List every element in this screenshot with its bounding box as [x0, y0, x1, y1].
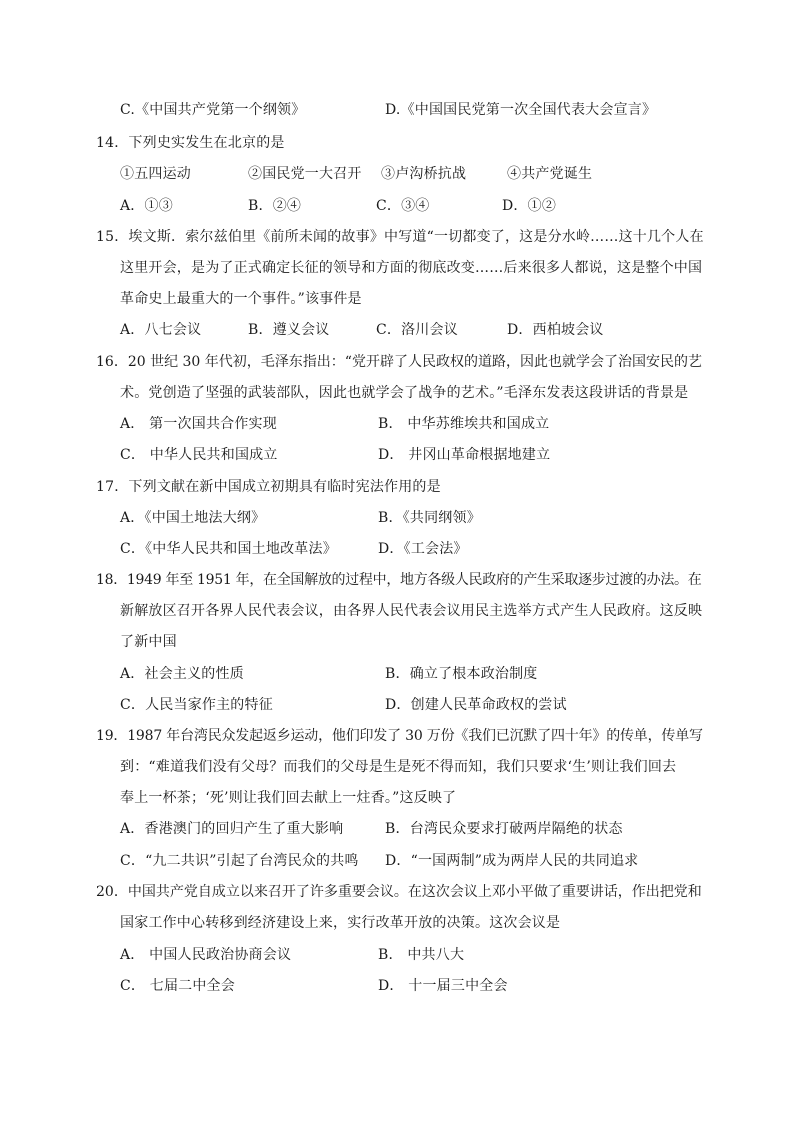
q15-option-a: A．八七会议	[120, 322, 202, 338]
q15-stem-line-1: 15．埃文斯．索尔兹伯里《前所未闻的故事》中写道“一切都变了，这是分水岭……这十几个人在	[96, 229, 704, 245]
q18-option-a: A．社会主义的性质	[120, 666, 244, 682]
q16-stem-line-2: 术。党创造了坚强的武装部队，因此也就学会了战争的艺术。”毛泽东发表这段讲话的背景是	[120, 385, 689, 401]
q20-stem-line-2: 国家工作中心转移到经济建设上来，实行改革开放的决策。这次会议是	[120, 915, 561, 931]
q15-option-b: B．遵义会议	[248, 322, 330, 338]
q18-option-d: D．创建人民革命政权的尝试	[385, 697, 567, 713]
q19-stem-line-3: 奉上一杯茶；‘死’则让我们回去献上一炷香。”这反映了	[120, 790, 457, 806]
q14-item-1: ①五四运动	[120, 166, 191, 182]
q14-item-3: ③卢沟桥抗战	[381, 166, 467, 182]
q13-option-d: D.《中国国民党第一次全国代表大会宣言》	[385, 102, 657, 118]
q14-stem: 14．下列史实发生在北京的是	[96, 135, 285, 151]
q14-option-d: D．①②	[502, 198, 557, 214]
q18-option-b: B．确立了根本政治制度	[385, 666, 538, 682]
q15-option-d: D．西柏坡会议	[507, 322, 604, 338]
q19-option-c: C．“九二共识”引起了台湾民众的共鸣	[120, 853, 359, 869]
q15-option-c: C．洛川会议	[376, 322, 458, 338]
q20-option-d: D． 十一届三中全会	[378, 978, 508, 994]
q14-item-2: ②国民党一大召开	[248, 166, 362, 182]
q17-option-d: D．《工会法》	[378, 541, 468, 557]
q14-option-c: C．③④	[376, 198, 430, 214]
q16-option-d: D． 井冈山革命根据地建立	[378, 447, 551, 463]
q16-option-a: A． 第一次国共合作实现	[120, 416, 277, 432]
q19-stem-line-1: 19．1987 年台湾民众发起返乡运动，他们印发了 30 万份《我们已沉默了四十年》的传单，传单写	[96, 728, 703, 744]
q20-stem-line-1: 20．中国共产党自成立以来召开了许多重要会议。在这次会议上邓小平做了重要讲话，作出把党和	[96, 884, 702, 900]
q20-option-a: A． 中国人民政治协商会议	[120, 947, 292, 963]
q19-option-d: D．“一国两制”成为两岸人民的共同追求	[385, 853, 639, 869]
q18-option-c: C．人民当家作主的特征	[120, 697, 273, 713]
q18-stem-line-2: 新解放区召开各界人民代表会议，由各界人民代表会议用民主选举方式产生人民政府。这反映	[120, 603, 703, 619]
q18-stem-line-3: 了新中国	[120, 634, 177, 650]
q14-option-b: B．②④	[248, 198, 302, 214]
q17-option-b: B．《共同纲领》	[378, 510, 481, 526]
q17-option-a: A．《中国土地法大纲》	[120, 510, 266, 526]
q17-option-c: C．《中华人民共和国土地改革法》	[120, 541, 337, 557]
q16-option-c: C． 中华人民共和国成立	[120, 447, 278, 463]
q19-option-b: B．台湾民众要求打破两岸隔绝的状态	[385, 821, 623, 837]
q19-stem-line-2: 到：“难道我们没有父母？而我们的父母是生是死不得而知，我们只要求‘生’则让我们回去	[120, 759, 677, 775]
q17-stem: 17．下列文献在新中国成立初期具有临时宪法作用的是	[96, 479, 441, 495]
q16-option-b: B． 中华苏维埃共和国成立	[378, 416, 550, 432]
q20-option-b: B． 中共八大	[378, 947, 465, 963]
q15-stem-line-3: 革命史上最重大的一个事件。”该事件是	[120, 291, 362, 307]
q18-stem-line-1: 18．1949 年至 1951 年，在全国解放的过程中，地方各级人民政府的产生采取逐步过渡的办法。在	[96, 572, 702, 588]
q19-option-a: A．香港澳门的回归产生了重大影响	[120, 821, 344, 837]
q13-option-c: C.《中国共产党第一个纲领》	[120, 102, 306, 118]
q14-option-a: A．①③	[120, 198, 173, 214]
q20-option-c: C． 七届二中全会	[120, 978, 235, 994]
q14-item-4: ④共产党诞生	[507, 166, 593, 182]
q16-stem-line-1: 16．20 世纪 30 年代初，毛泽东指出：“党开辟了人民政权的道路，因此也就学会了治国安民的艺	[96, 354, 702, 370]
q15-stem-line-2: 这里开会，是为了正式确定长征的领导和方面的彻底改变……后来很多人都说，这是整个中国	[120, 260, 703, 276]
